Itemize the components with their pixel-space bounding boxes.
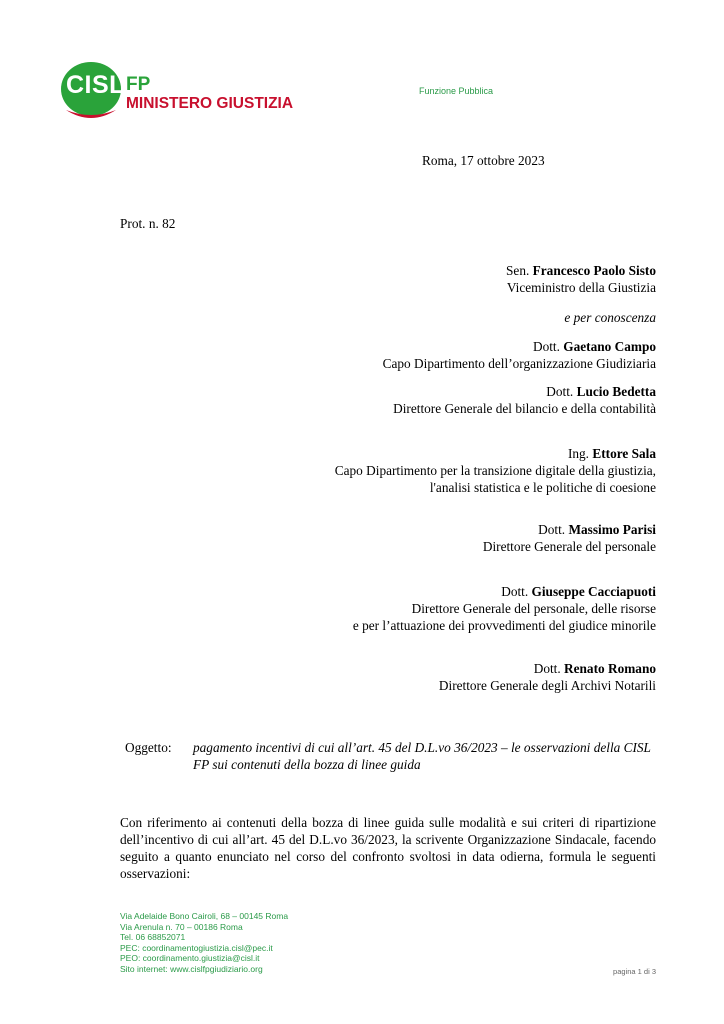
recipient-name: Massimo Parisi — [568, 522, 656, 537]
recipient-role: Capo Dipartimento dell’organizzazione Giudiziaria — [382, 356, 656, 371]
recipient-role: Viceministro della Giustizia — [506, 280, 656, 295]
subject-label: Oggetto: — [125, 740, 172, 755]
page-number: pagina 1 di 3 — [613, 967, 656, 976]
recipient-name: Lucio Bedetta — [576, 384, 656, 399]
recipient-2: Dott. Gaetano Campo Capo Dipartimento dell’organizzazione Giudiziaria — [382, 339, 656, 371]
recipient-role: e per l’attuazione dei provvedimenti del giudice minorile — [352, 618, 656, 633]
recipient-1: Sen. Francesco Paolo Sisto Viceministro della Giustizia — [506, 263, 656, 295]
recipient-5: Dott. Massimo Parisi Direttore Generale del personale — [482, 522, 656, 554]
body-paragraph: Con riferimento ai contenuti della bozza di linee guida sulle modalità e sui criteri di ripartizione dell’incentivo di cui all’art. 45 del D.L.vo 36/2023, la scrivente Organizzazione Sindacale, facendo seguito a quanto enunciato nel corso del confronto svoltosi in data odierna, formula le seguenti osservazioni: — [120, 815, 656, 881]
footer-address-1: Via Adelaide Bono Cairoli, 68 – 00145 Roma — [120, 911, 289, 921]
logo-cisl-text: CISL — [66, 71, 125, 99]
funzione-pubblica-label: Funzione Pubblica — [419, 86, 494, 96]
footer-website[interactable]: Sito internet: www.cislfpgiudiziario.org — [120, 963, 263, 974]
footer-address-2: Via Arenula n. 70 – 00186 Roma — [120, 921, 243, 932]
recipient-role: Direttore Generale del bilancio e della contabilità — [393, 401, 656, 416]
recipient-role: Capo Dipartimento per la transizione digitale della giustizia, — [334, 463, 656, 478]
recipient-role: l'analisi statistica e le politiche di coesione — [429, 480, 656, 495]
recipient-4: Ing. Ettore Sala Capo Dipartimento per la transizione digitale della giustizia, l'analisi statistica e le politiche di coesione — [334, 446, 656, 495]
protocol-number: Prot. n. 82 — [120, 216, 176, 231]
footer-phone: Tel. 06 68852071 — [120, 932, 186, 942]
cisl-fp-logo — [60, 60, 300, 130]
subject-text: pagamento incentivi di cui all’art. 45 del D.L.vo 36/2023 – le osservazioni della CISL FP sui contenuti della bozza di linee guida — [193, 740, 651, 772]
logo-subtitle: MINISTERO GIUSTIZIA — [126, 95, 294, 112]
recipient-name: Francesco Paolo Sisto — [532, 263, 656, 278]
footer-peo[interactable]: PEO: coordinamento.giustizia@cisl.it — [120, 953, 260, 963]
cc-label: e per conoscenza — [564, 310, 656, 325]
recipient-role: Direttore Generale degli Archivi Notarili — [438, 678, 656, 693]
recipient-7: Dott. Renato Romano Direttore Generale degli Archivi Notarili — [438, 661, 656, 693]
footer-pec[interactable]: PEC: coordinamentogiustizia.cisl@pec.it — [120, 942, 273, 953]
recipient-name: Gaetano Campo — [563, 339, 656, 354]
recipient-name: Giuseppe Cacciapuoti — [531, 584, 656, 599]
letter-date: Roma, 17 ottobre 2023 — [422, 153, 545, 168]
recipient-role: Direttore Generale del personale, delle risorse — [411, 601, 656, 616]
recipient-3: Dott. Lucio Bedetta Direttore Generale del bilancio e della contabilità — [393, 384, 656, 416]
recipient-name: Ettore Sala — [592, 446, 656, 461]
recipient-role: Direttore Generale del personale — [482, 539, 656, 554]
recipient-6: Dott. Giuseppe Cacciapuoti Direttore Generale del personale, delle risorse e per l’attuazione dei provvedimenti del giudice minorile — [352, 584, 656, 633]
recipient-name: Renato Romano — [564, 661, 656, 676]
logo-fp-text: FP — [126, 74, 151, 95]
